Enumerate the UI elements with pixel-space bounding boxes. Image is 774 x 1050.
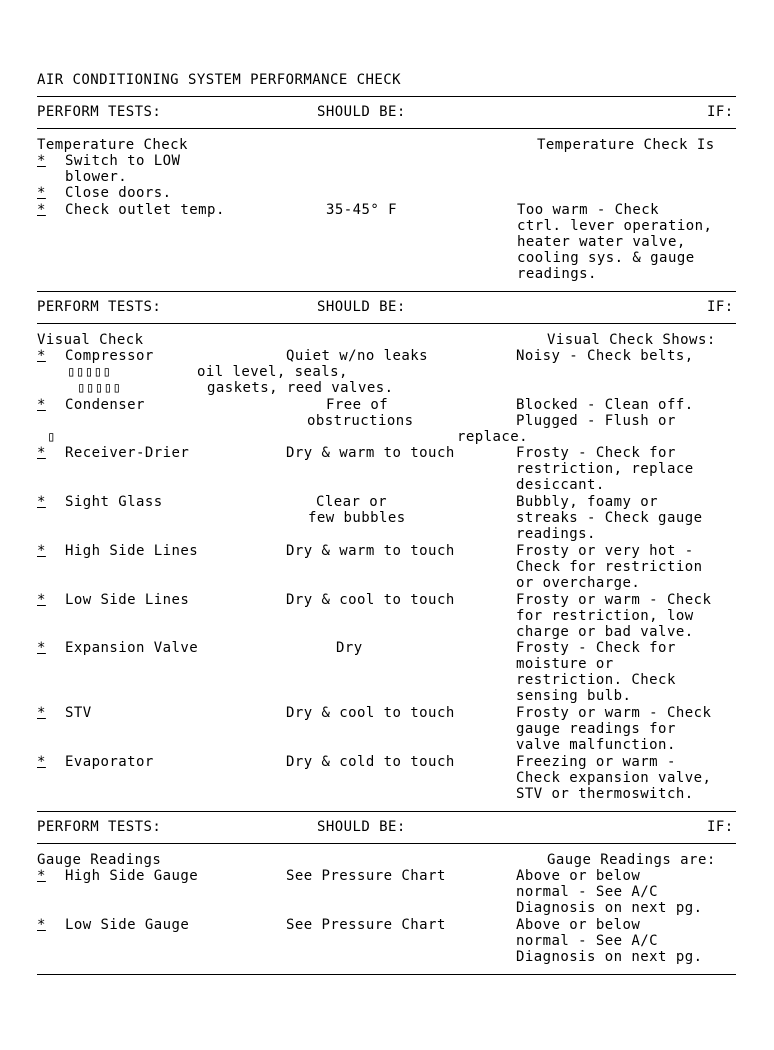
evaporator-should: Dry & cold to touch — [286, 754, 455, 770]
divider — [37, 291, 736, 292]
divider — [37, 811, 736, 812]
high-lines-should: Dry & warm to touch — [286, 543, 455, 559]
bullet: * — [37, 868, 46, 884]
temp-if-heading: Temperature Check Is — [537, 137, 715, 153]
sight-label: Sight Glass — [65, 494, 163, 510]
visual-heading: Visual Check — [37, 332, 144, 348]
bullet: * — [37, 640, 46, 656]
col-header-should: SHOULD BE: — [317, 104, 406, 120]
temp-if-line: heater water valve, — [517, 234, 686, 250]
bullet: * — [37, 705, 46, 721]
high-lines-label: High Side Lines — [65, 543, 199, 559]
receiver-should: Dry & warm to touch — [286, 445, 455, 461]
condenser-if: Plugged - Flush or — [516, 413, 676, 429]
bullet: * — [37, 543, 46, 559]
bullet: * — [37, 202, 46, 218]
placeholder-box: ▯ — [47, 429, 56, 445]
low-gauge-if: normal - See A/C — [516, 933, 659, 949]
compressor-should: Quiet w/no leaks — [286, 348, 429, 364]
receiver-if: restriction, replace — [516, 461, 694, 477]
temp-heading: Temperature Check — [37, 137, 188, 153]
col-header-if: IF: — [707, 104, 734, 120]
bullet: * — [37, 185, 46, 201]
temp-item-3: Check outlet temp. — [65, 202, 225, 218]
condenser-should: obstructions — [307, 413, 414, 429]
bullet: * — [37, 917, 46, 933]
bullet: * — [37, 494, 46, 510]
compressor-should-cont: oil level, seals, — [197, 364, 348, 380]
stv-should: Dry & cool to touch — [286, 705, 455, 721]
visual-if-heading: Visual Check Shows: — [547, 332, 716, 348]
condenser-label: Condenser — [65, 397, 145, 413]
temp-if-line: ctrl. lever operation, — [517, 218, 713, 234]
low-lines-should: Dry & cool to touch — [286, 592, 455, 608]
bullet: * — [37, 754, 46, 770]
compressor-label: Compressor — [65, 348, 154, 364]
compressor-should-cont: gaskets, reed valves. — [207, 380, 394, 396]
col-header-if: IF: — [707, 819, 734, 835]
sight-if: streaks - Check gauge — [516, 510, 703, 526]
low-lines-if: Frosty or warm - Check — [516, 592, 712, 608]
divider — [37, 843, 736, 844]
divider — [37, 128, 736, 129]
low-gauge-if: Above or below — [516, 917, 641, 933]
expansion-if: Frosty - Check for — [516, 640, 676, 656]
high-gauge-label: High Side Gauge — [65, 868, 199, 884]
col-header-if: IF: — [707, 299, 734, 315]
condenser-if: Blocked - Clean off. — [516, 397, 694, 413]
col-header-should: SHOULD BE: — [317, 819, 406, 835]
evaporator-if: Freezing or warm - — [516, 754, 676, 770]
expansion-if: sensing bulb. — [516, 688, 632, 704]
stv-if: gauge readings for — [516, 721, 676, 737]
expansion-if: moisture or — [516, 656, 614, 672]
col-header-perform: PERFORM TESTS: — [37, 299, 162, 315]
placeholder-boxes: ▯▯▯▯▯ — [77, 380, 122, 396]
evaporator-label: Evaporator — [65, 754, 154, 770]
low-gauge-should: See Pressure Chart — [286, 917, 446, 933]
col-header-perform: PERFORM TESTS: — [37, 104, 162, 120]
low-lines-if: charge or bad valve. — [516, 624, 694, 640]
receiver-if: Frosty - Check for — [516, 445, 676, 461]
stv-if: valve malfunction. — [516, 737, 676, 753]
col-header-perform: PERFORM TESTS: — [37, 819, 162, 835]
low-gauge-if: Diagnosis on next pg. — [516, 949, 703, 965]
temp-item-2: Close doors. — [65, 185, 172, 201]
high-lines-if: or overcharge. — [516, 575, 641, 591]
stv-label: STV — [65, 705, 92, 721]
bullet: * — [37, 348, 46, 364]
high-gauge-if: normal - See A/C — [516, 884, 659, 900]
expansion-if: restriction. Check — [516, 672, 676, 688]
high-gauge-should: See Pressure Chart — [286, 868, 446, 884]
col-header-should: SHOULD BE: — [317, 299, 406, 315]
divider — [37, 974, 736, 975]
sight-if: Bubbly, foamy or — [516, 494, 659, 510]
sight-should: Clear or — [316, 494, 388, 510]
condenser-if: replace. — [457, 429, 529, 445]
high-gauge-if: Above or below — [516, 868, 641, 884]
condenser-should: Free of — [326, 397, 389, 413]
temp-should: 35-45° F — [326, 202, 398, 218]
high-lines-if: Check for restriction — [516, 559, 703, 575]
divider — [37, 96, 736, 97]
expansion-should: Dry — [336, 640, 363, 656]
evaporator-if: Check expansion valve, — [516, 770, 712, 786]
divider — [37, 323, 736, 324]
document-title: AIR CONDITIONING SYSTEM PERFORMANCE CHECK — [37, 72, 402, 88]
stv-if: Frosty or warm - Check — [516, 705, 712, 721]
gauge-if-heading: Gauge Readings are: — [547, 852, 716, 868]
sight-if: readings. — [516, 526, 596, 542]
low-gauge-label: Low Side Gauge — [65, 917, 190, 933]
high-gauge-if: Diagnosis on next pg. — [516, 900, 703, 916]
low-lines-if: for restriction, low — [516, 608, 694, 624]
sight-should: few bubbles — [308, 510, 406, 526]
bullet: * — [37, 153, 46, 169]
temp-if-line: cooling sys. & gauge — [517, 250, 695, 266]
low-lines-label: Low Side Lines — [65, 592, 190, 608]
bullet: * — [37, 592, 46, 608]
temp-if-line: readings. — [517, 266, 597, 282]
gauge-heading: Gauge Readings — [37, 852, 162, 868]
bullet: * — [37, 397, 46, 413]
temp-item-1: Switch to LOW — [65, 153, 181, 169]
expansion-label: Expansion Valve — [65, 640, 199, 656]
temp-if-line: Too warm - Check — [517, 202, 660, 218]
evaporator-if: STV or thermoswitch. — [516, 786, 694, 802]
compressor-if: Noisy - Check belts, — [516, 348, 694, 364]
temp-item-1-cont: blower. — [65, 169, 128, 185]
receiver-label: Receiver-Drier — [65, 445, 190, 461]
bullet: * — [37, 445, 46, 461]
high-lines-if: Frosty or very hot - — [516, 543, 694, 559]
receiver-if: desiccant. — [516, 477, 605, 493]
placeholder-boxes: ▯▯▯▯▯ — [67, 364, 112, 380]
